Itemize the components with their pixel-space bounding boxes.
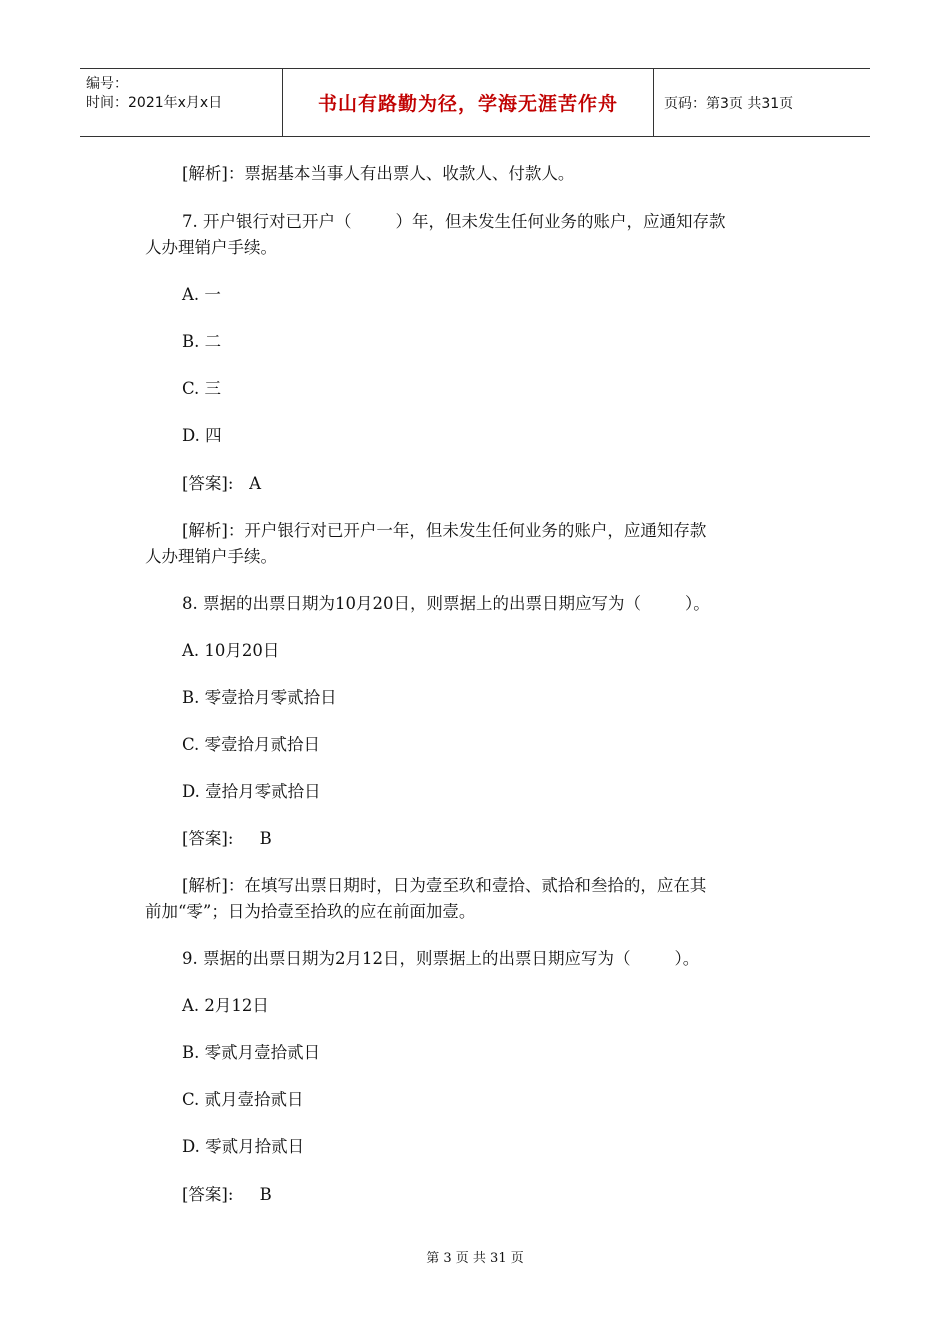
q8-stem	[182, 590, 710, 614]
header-page-label: 页码：第3页 共31页	[664, 95, 794, 112]
header-motto: 书山有路勤为径，学海无涯苦作舟	[317, 93, 618, 115]
q7-option-d: D. 四	[182, 426, 222, 445]
q9-answer: [答案]: B	[182, 1185, 272, 1204]
q8-option-c: C. 零壹拾月贰拾日	[182, 735, 321, 754]
q7-stem-part1: 7. 开户银行对已开户（	[182, 212, 352, 231]
header-meta	[80, 69, 282, 136]
q9-stem-part1: 9. 票据的出票日期为2月12日，则票据上的出票日期应写为（	[182, 949, 631, 968]
q8-option-b: B. 零壹拾月零贰拾日	[182, 688, 337, 707]
page-footer: 第 3 页 共 31 页	[426, 1251, 524, 1266]
q7-stem	[182, 208, 726, 232]
q8-answer: [答案]: B	[182, 829, 272, 848]
header-motto-cell	[282, 69, 654, 136]
document-number-label: 编号：	[86, 76, 128, 92]
q9-stem-part2: ）。	[674, 949, 700, 968]
q7-answer: [答案]: A	[182, 474, 262, 493]
q8-analysis-line2: 前加“零”；日为拾壹至拾玖的应在前面加壹。	[145, 902, 476, 921]
q8-stem-part1: 8. 票据的出票日期为10月20日，则票据上的出票日期应写为（	[182, 594, 641, 613]
q9-stem	[182, 945, 699, 969]
q7-option-b: B. 二	[182, 332, 222, 351]
q7-option-c: C. 三	[182, 379, 222, 398]
q9-option-d: D. 零贰月拾贰日	[182, 1137, 305, 1156]
q9-option-c: C. 贰月壹拾贰日	[182, 1090, 304, 1109]
page-header	[80, 68, 870, 137]
document-time-label: 时间：2021年x月x日	[86, 95, 223, 111]
header-page-cell	[654, 69, 870, 136]
q8-stem-part2: ）。	[684, 594, 710, 613]
q7-analysis-line2: 人办理销户手续。	[145, 547, 277, 566]
q8-option-a: A. 10月20日	[182, 641, 280, 660]
q9-option-b: B. 零贰月壹拾贰日	[182, 1043, 321, 1062]
q8-option-d: D. 壹拾月零贰拾日	[182, 782, 321, 801]
q7-analysis-line1: [解析]：开户银行对已开户一年，但未发生任何业务的账户，应通知存款	[182, 521, 707, 540]
q7-stem-part2: ）年，但未发生任何业务的账户，应通知存款	[395, 212, 726, 231]
q7-stem-cont: 人办理销户手续。	[145, 238, 277, 257]
q9-option-a: A. 2月12日	[182, 996, 269, 1015]
q7-option-a: A. 一	[182, 285, 221, 304]
q6-analysis: [解析]：票据基本当事人有出票人、收款人、付款人。	[182, 164, 575, 183]
q8-analysis-line1: [解析]：在填写出票日期时，日为壹至玖和壹拾、贰拾和叁拾的，应在其	[182, 876, 707, 895]
